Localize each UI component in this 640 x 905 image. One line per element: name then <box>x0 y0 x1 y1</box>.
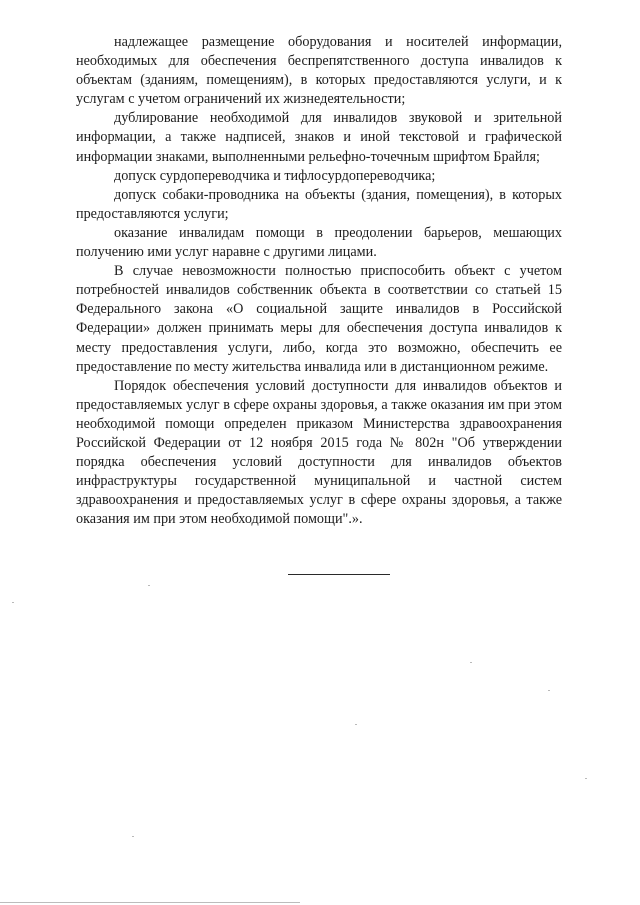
scan-speck <box>12 602 14 603</box>
paragraph-information-duplication: дублирование необходимой для инвалидов звуковой и зрительной информации, а также надписей, знаков и иной текстовой и графической информации знаками, выполненными рельефно-точечным шрифтом Брайля; <box>76 110 562 165</box>
scan-speck <box>132 836 134 837</box>
scan-speck <box>470 662 472 663</box>
paragraph-ministry-order: Порядок обеспечения условий доступности для инвалидов объектов и предоставляемых услуг в сфере охраны здоровья, а также оказания им при этом необходимой помощи определен приказом Министерства здравоохранения Российской Федерации от 12 ноября 2015 года № 802н "Об утверждении порядка обеспечения условий доступности для инвалидов объектов инфраструктуры государственной муниципальной и частной систем здравоохранения и предоставляемых услуг в сфере охраны здоровья, а также оказания им при этом необходимой помощи".». <box>76 377 562 528</box>
scan-bottom-edge <box>0 902 300 903</box>
paragraph-sign-interpreter: допуск сурдопереводчика и тифлосурдопереводчика; <box>114 167 436 184</box>
paragraph-equipment-placement: надлежащее размещение оборудования и носителей информации, необходимых для обеспечения беспрепятственного доступа инвалидов к объектам (зданиям, помещениям), в которых предоставляются услуги, и к услугам с учетом ограничений их жизнедеятельности; <box>76 34 562 108</box>
paragraph-owner-measures: В случае невозможности полностью приспособить объект с учетом потребностей инвалидов собственник объекта в соответствии со статьей 15 Федерального закона «О социальной защите инвалидов в Российской Федерации» должен принимать меры для обеспечения доступа инвалидов к месту предоставления услуги, либо, когда это возможно, обеспечить ее предоставление по месту жительства инвалида или в дистанционном режиме. <box>76 263 562 375</box>
scan-speck <box>355 724 357 725</box>
paragraph-guide-dog: допуск собаки-проводника на объекты (здания, помещения), в которых предоставляются услуги; <box>76 186 562 222</box>
scan-speck <box>585 778 587 779</box>
paragraph-barrier-assistance: оказание инвалидам помощи в преодолении барьеров, мешающих получению ими услуг наравне с другими лицами. <box>76 224 562 261</box>
scan-speck <box>148 585 150 586</box>
document-body <box>76 33 562 529</box>
scan-speck <box>548 690 550 691</box>
end-divider <box>288 574 390 575</box>
